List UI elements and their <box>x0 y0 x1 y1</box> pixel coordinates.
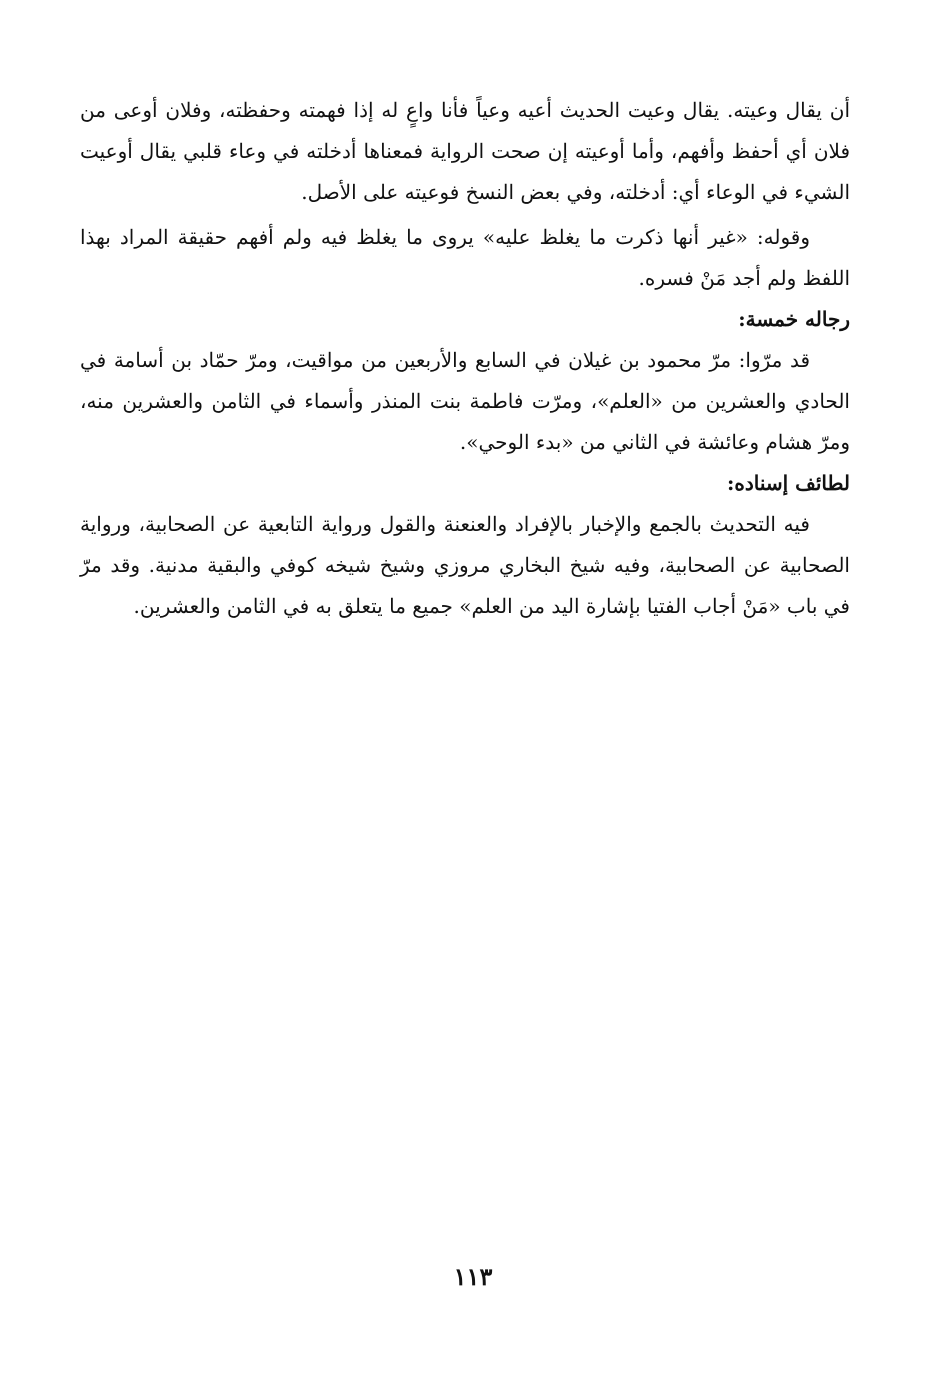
paragraph-narrators: قد مرّوا: مرّ محمود بن غيلان في السابع والأربعين من مواقيت، ومرّ حمّاد بن أسامة في الحادي والعشرين من «العلم»، ومرّت فاطمة بنت المنذر وأسماء في الثامن والعشرين منه، ومرّ هشام وعائشة في الثاني من «بدء الوحي». <box>80 348 850 454</box>
heading-chain-notes: لطائف إسناده: <box>726 471 850 495</box>
paragraph-ghalaz-note: وقوله: «غير أنها ذكرت ما يغلظ عليه» يروى ما يغلظ فيه ولم أفهم حقيقة المراد بهذا اللفظ ولم أجد مَنْ فسره. <box>80 225 850 290</box>
paragraph-wa'aytuhu-explanation: أن يقال وعيته. يقال وعيت الحديث أعيه وعياً فأنا واعٍ له إذا فهمته وحفظته، وفلان أوعى من فلان أي أحفظ وأفهم، وأما أوعيته إن صحت الرواية فمعناها أدخلته في وعاء قلبي يقال أوعيت الشيء في الوعاء أي: أدخلته، وفي بعض النسخ فوعيته على الأصل. <box>80 98 850 204</box>
paragraph-chain-notes: فيه التحديث بالجمع والإخبار بالإفراد والعنعنة والقول ورواية التابعية عن الصحابية، ورواية الصحابية عن الصحابية، وفيه شيخ البخاري مروزي وشيخ شيخه كوفي والبقية مدنية. وقد مرّ في باب «مَنْ أجاب الفتيا بإشارة اليد من العلم» جميع ما يتعلق به في الثامن والعشرين. <box>80 512 850 618</box>
page-body <box>80 90 850 627</box>
page-number: ١١٣ <box>453 1262 493 1291</box>
heading-narrators: رجاله خمسة: <box>738 307 850 331</box>
